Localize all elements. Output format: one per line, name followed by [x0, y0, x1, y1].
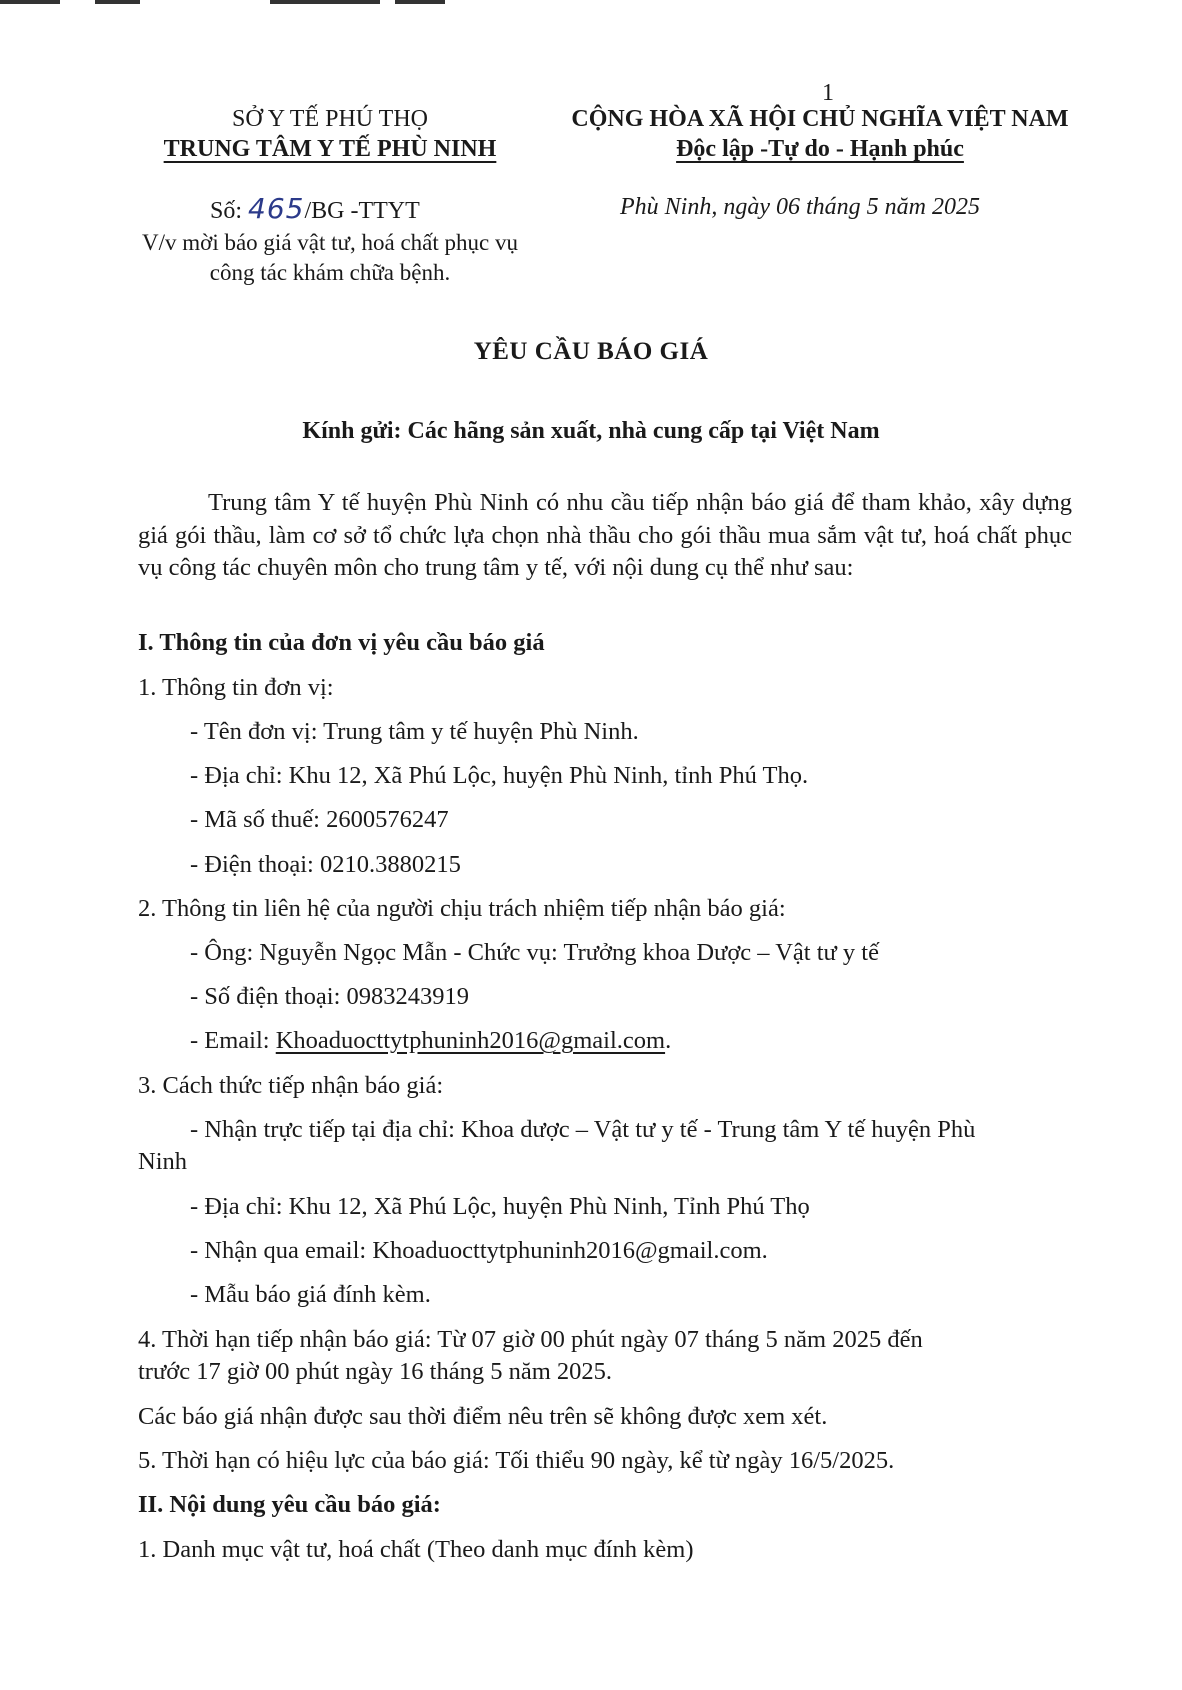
unit-name: - Tên đơn vị: Trung tâm y tế huyện Phù Ninh. [190, 718, 639, 745]
department-name: SỞ Y TẾ PHÚ THỌ [231, 106, 429, 132]
national-motto [560, 136, 1080, 163]
subject-line-1: V/v mời báo giá vật tư, hoá chất phục vụ [142, 230, 518, 255]
validity-period: 5. Thời hạn có hiệu lực của báo giá: Tối thiểu 90 ngày, kể từ ngày 16/5/2025. [138, 1447, 895, 1474]
receive-direct-line-2: Ninh [138, 1148, 187, 1175]
contact-email [190, 1027, 671, 1055]
receive-address: - Địa chỉ: Khu 12, Xã Phú Lộc, huyện Phù Ninh, Tỉnh Phú Thọ [190, 1193, 810, 1220]
document-title: YÊU CẦU BÁO GIÁ [473, 338, 709, 365]
unit-phone: - Điện thoại: 0210.3880215 [190, 851, 461, 878]
national-motto-text: Độc lập -Tự do - Hạnh phúc [676, 136, 964, 162]
recipient: Kính gửi: Các hãng sản xuất, nhà cung cấp tại Việt Nam [302, 418, 880, 444]
section-1-heading: I. Thông tin của đơn vị yêu cầu báo giá [138, 629, 545, 656]
contact-email-end: . [665, 1027, 672, 1054]
scan-edge-mark [270, 0, 380, 4]
section-1-item-2-heading: 2. Thông tin liên hệ của người chịu trách nhiệm tiếp nhận báo giá: [138, 895, 786, 922]
contact-person: - Ông: Nguyễn Ngọc Mẫn - Chức vụ: Trưởng khoa Dược – Vật tư y tế [190, 939, 879, 966]
handwritten-number: 465 [248, 192, 305, 225]
organization-name-text: TRUNG TÂM Y TẾ PHÙ NINH [163, 136, 497, 162]
scan-edge-mark [0, 0, 60, 4]
receive-email: - Nhận qua email: Khoaduocttytphuninh2016@gmail.com. [190, 1237, 768, 1264]
document-number-prefix: Số: [210, 198, 249, 224]
deadline-line-1: 4. Thời hạn tiếp nhận báo giá: Từ 07 giờ 00 phút ngày 07 tháng 5 năm 2025 đến [138, 1326, 923, 1353]
page-number: 1 [822, 80, 834, 106]
place-date: Phù Ninh, ngày 06 tháng 5 năm 2025 [620, 194, 980, 220]
section-2-heading: II. Nội dung yêu cầu báo giá: [138, 1491, 441, 1518]
deadline-line-2: trước 17 giờ 00 phút ngày 16 tháng 5 năm 2025. [138, 1358, 613, 1385]
national-title: CỘNG HÒA XÃ HỘI CHỦ NGHĨA VIỆT NAM [571, 106, 1069, 132]
attachment-note: - Mẫu báo giá đính kèm. [190, 1281, 431, 1308]
intro-paragraph: Trung tâm Y tế huyện Phù Ninh có nhu cầu tiếp nhận báo giá để tham khảo, xây dựng giá gói thầu, làm cơ sở tổ chức lựa chọn nhà thầu cho gói thầu mua sắm vật tư, hoá chất phục vụ công tác chuyên môn cho trung tâm y tế, với nội dung cụ thể như sau: [138, 489, 1072, 581]
organization-name [140, 136, 520, 163]
unit-address: - Địa chỉ: Khu 12, Xã Phú Lộc, huyện Phù Ninh, tỉnh Phú Thọ. [190, 762, 809, 789]
document-number [210, 192, 420, 225]
section-1-item-3-heading: 3. Cách thức tiếp nhận báo giá: [138, 1072, 444, 1099]
scan-edge-mark [395, 0, 445, 4]
section-2-item-1: 1. Danh mục vật tư, hoá chất (Theo danh mục đính kèm) [138, 1536, 694, 1563]
document-number-suffix: /BG -TTYT [304, 198, 420, 224]
unit-tax-code: - Mã số thuế: 2600576247 [190, 806, 449, 833]
contact-email-label: - Email: [190, 1027, 276, 1054]
section-1-item-1-heading: 1. Thông tin đơn vị: [138, 674, 334, 701]
receive-direct-line-1: - Nhận trực tiếp tại địa chỉ: Khoa dược – Vật tư y tế - Trung tâm Y tế huyện Phù [190, 1116, 976, 1143]
subject-line-2: công tác khám chữa bệnh. [209, 260, 451, 285]
contact-email-link[interactable]: Khoaduocttytphuninh2016@gmail.com [275, 1027, 666, 1054]
scan-edge-mark [95, 0, 140, 4]
late-submission-note: Các báo giá nhận được sau thời điểm nêu trên sẽ không được xem xét. [138, 1403, 828, 1430]
contact-phone: - Số điện thoại: 0983243919 [190, 983, 470, 1010]
